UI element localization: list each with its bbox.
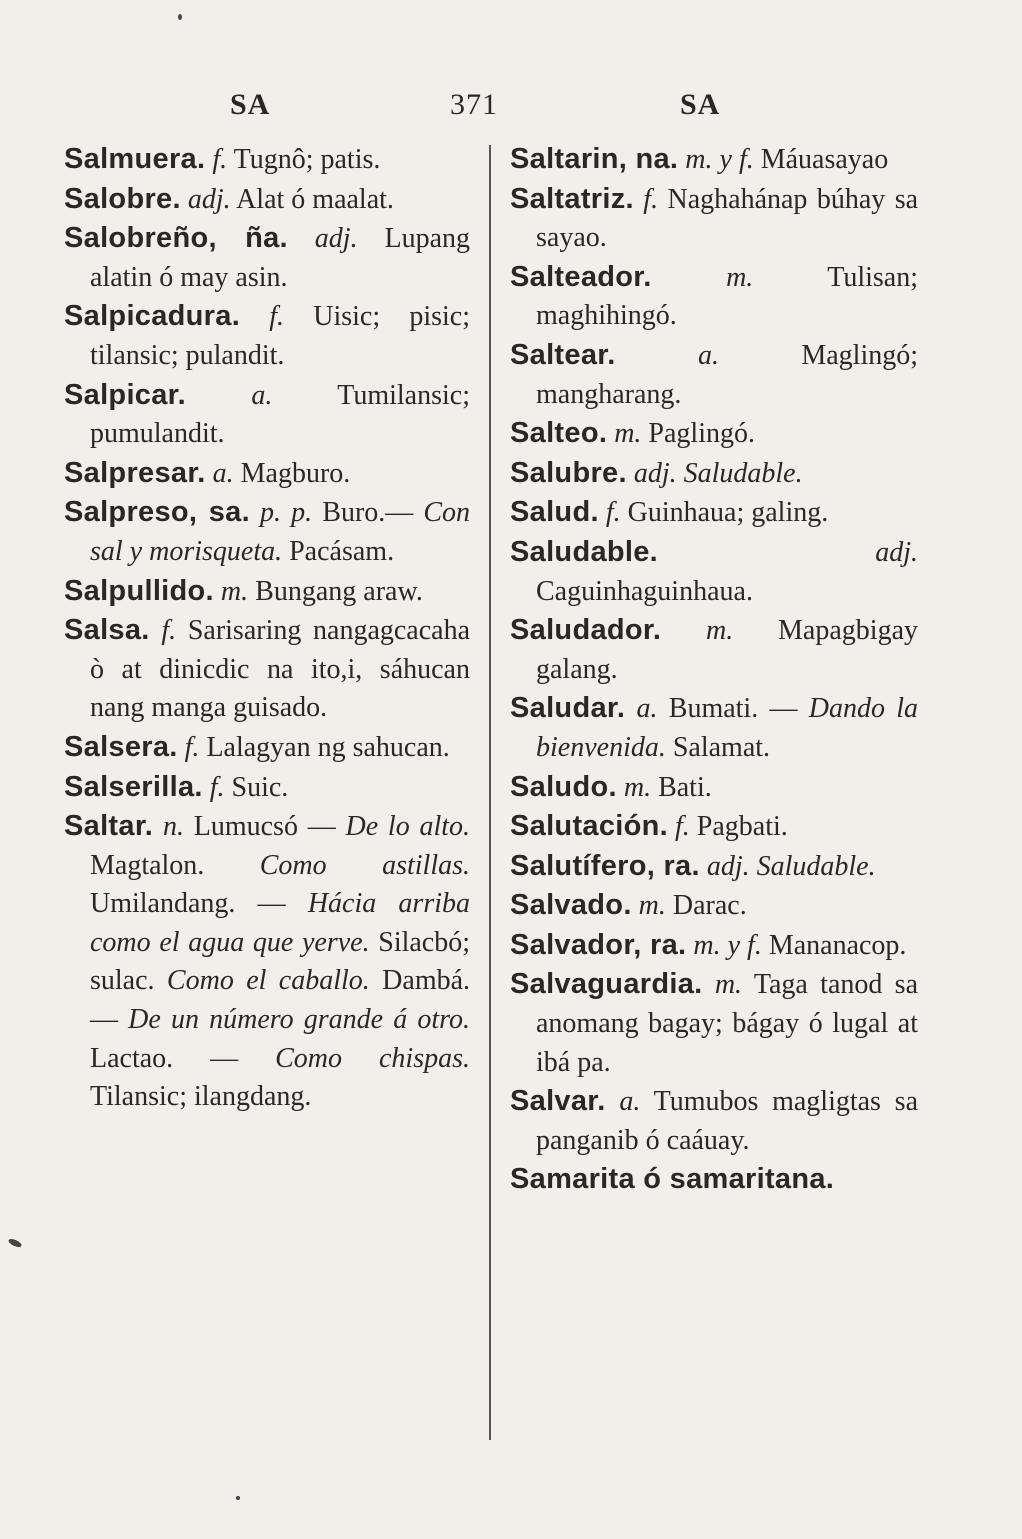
definition: Tumilansic; pumulandit. [90, 379, 470, 450]
left-column [64, 140, 470, 1117]
usage-note: De un número grande á otro. [128, 1004, 471, 1036]
definition: Magburo. [240, 457, 351, 489]
entry [510, 689, 918, 767]
headword: Saltear. [510, 338, 616, 371]
grammar-abbr: a. [636, 693, 658, 725]
headword: Salubre. [510, 456, 627, 489]
grammar-abbr: f. [605, 497, 621, 529]
header-left-guide: SA [230, 88, 271, 121]
headword: Saltatriz. [510, 182, 634, 215]
headword: Salutífero, ra. [510, 849, 700, 882]
grammar-abbr: m. [638, 890, 666, 922]
definition: Salamat. [672, 731, 771, 763]
definition: Alat ó maalat. [236, 183, 394, 215]
column-divider [489, 145, 491, 1440]
definition: Taga tanod sa anomang bagay; bágay ó lugal at ibá pa. [536, 969, 919, 1078]
definition: Dambá. — [90, 965, 471, 1036]
definition: Magtalon. [90, 849, 205, 881]
page-number: 371 [450, 88, 498, 121]
grammar-abbr: f. [269, 301, 285, 333]
grammar-abbr: n. [162, 811, 184, 843]
grammar-abbr: m. y f. [693, 929, 762, 961]
print-speck [7, 1237, 22, 1248]
usage-note: Hácia arriba como el agua que yerve. [90, 888, 471, 958]
entry [64, 219, 470, 297]
headword: Saludador. [510, 614, 662, 647]
definition: Bungang araw. [255, 575, 423, 607]
definition: Sarisaring nangagcacaha ò at dinicdic na ito,i, sáhucan nang manga guisado. [90, 615, 471, 724]
entry [64, 140, 470, 180]
usage-note: Saludable. [683, 457, 803, 489]
headword: Saltarin, na. [510, 143, 679, 175]
headword: Salserilla. [64, 770, 203, 803]
entry [64, 493, 470, 571]
definition: Maglingó; mangharang. [536, 339, 919, 410]
usage-note: Como chispas. [275, 1042, 470, 1074]
entry [510, 965, 918, 1082]
entry [510, 414, 918, 454]
definition: Naghahánap búhay sa sayao. [536, 183, 919, 254]
headword: Saludo. [510, 770, 617, 803]
grammar-abbr: f. [643, 183, 659, 215]
entry [510, 886, 918, 926]
entry [64, 611, 470, 728]
headword: Salobre. [64, 182, 181, 215]
headword: Salpicar. [64, 378, 186, 411]
entry [64, 180, 470, 220]
entry [64, 572, 470, 612]
grammar-abbr: m. [220, 575, 249, 607]
grammar-abbr: a. [619, 1086, 641, 1118]
grammar-abbr: a. [697, 339, 719, 371]
definition: Caguinhaguinhaua. [536, 575, 753, 607]
definition: Pagbati. [696, 811, 788, 843]
headword: Samarita ó samaritana. [510, 1163, 835, 1196]
definition: Paglingó. [648, 418, 755, 450]
grammar-abbr: f. [675, 811, 690, 843]
grammar-abbr: f. [212, 144, 228, 175]
entry [64, 768, 470, 808]
entry [510, 336, 918, 414]
entry [64, 728, 470, 768]
definition: Darac. [672, 890, 747, 922]
headword: Salsa. [64, 614, 150, 647]
page-header [60, 88, 940, 128]
definition: Lalagyan ng sahucan. [206, 731, 450, 763]
definition: Tilansic; ilangdang. [90, 1081, 312, 1113]
headword: Salpicadura. [64, 300, 241, 333]
grammar-abbr: m. y f. [685, 144, 754, 175]
headword: Salteador. [510, 260, 652, 293]
headword: Saltar. [64, 810, 154, 843]
entry [510, 926, 918, 966]
header-right-guide: SA [680, 88, 721, 121]
grammar-abbr: f. [161, 615, 177, 647]
grammar-abbr: adj. [633, 457, 677, 489]
entry [510, 611, 918, 689]
right-column [510, 140, 918, 1200]
usage-note: Saludable. [756, 850, 876, 882]
definition: Pacásam. [289, 535, 395, 567]
definition: Lactao. — [90, 1042, 239, 1074]
definition: Umilandang. — [90, 888, 286, 920]
headword: Salsera. [64, 730, 178, 763]
grammar-abbr: adj. [187, 183, 231, 215]
definition: Tumubos magligtas sa panganib ó caáuay. [536, 1086, 918, 1156]
definition: Bati. [658, 771, 712, 803]
headword: Salvar. [510, 1085, 606, 1118]
definition: Bumati. — [668, 693, 798, 725]
grammar-abbr: f. [184, 731, 200, 763]
definition: Mapagbigay galang. [536, 615, 918, 685]
definition: Mananacop. [768, 929, 907, 961]
entry [510, 847, 918, 887]
headword: Salpullido. [64, 574, 214, 607]
grammar-abbr: f. [209, 771, 225, 803]
definition: Guinhaua; galing. [627, 497, 829, 529]
headword: Salpreso, sa. [64, 496, 250, 529]
definition: Buro.— [322, 497, 414, 529]
entry [510, 180, 918, 258]
definition: Tugnô; patis. [233, 144, 381, 175]
entry [64, 376, 470, 454]
definition: Lupang alatin ó may asin. [90, 223, 470, 293]
definition: Silacbó; sulac. [90, 926, 471, 997]
definition: Lumucsó — [193, 811, 336, 843]
grammar-abbr: adj. [875, 536, 918, 568]
grammar-abbr: m. [726, 261, 754, 293]
print-speck [178, 14, 182, 20]
grammar-abbr: adj. [314, 223, 358, 255]
usage-note: Con sal y morisqueta. [90, 497, 471, 567]
entry [510, 454, 918, 494]
entry [510, 1082, 918, 1160]
usage-note: Como el caballo. [166, 965, 370, 997]
entry [64, 297, 470, 375]
entry [64, 807, 470, 1117]
print-speck [236, 1496, 240, 1500]
headword: Salvado. [510, 889, 632, 922]
grammar-abbr: m. [706, 615, 734, 647]
grammar-abbr: adj. [706, 850, 750, 882]
definition: Uisic; pisic; tilansic; pulandit. [90, 301, 470, 371]
headword: Salteo. [510, 417, 608, 450]
entry [510, 493, 918, 533]
headword: Salud. [510, 496, 599, 529]
entry [510, 1160, 918, 1200]
headword: Salobreño, ña. [64, 222, 288, 255]
grammar-abbr: a. [251, 379, 273, 411]
headword: Salpresar. [64, 456, 206, 489]
grammar-abbr: p. p. [260, 497, 313, 529]
headword: Salvaguardia. [510, 968, 703, 1001]
headword: Salutación. [510, 810, 668, 843]
headword: Salmuera. [64, 143, 206, 175]
grammar-abbr: a. [212, 457, 234, 489]
definition: Suic. [231, 771, 289, 803]
grammar-abbr: m. [623, 771, 652, 803]
definition: Tulisan; maghihingó. [536, 261, 919, 332]
headword: Salvador, ra. [510, 928, 687, 961]
usage-note: De lo alto. [345, 811, 471, 843]
headword: Saludable. [510, 535, 659, 568]
grammar-abbr: m. [714, 969, 743, 1001]
headword: Saludar. [510, 692, 626, 725]
entry [510, 768, 918, 808]
definition: Máuasayao [760, 144, 889, 175]
entry [510, 807, 918, 847]
grammar-abbr: m. [614, 418, 642, 450]
entry [510, 258, 918, 336]
usage-note: Dando la bienvenida. [536, 693, 919, 763]
entry [64, 454, 470, 494]
entry [510, 140, 918, 180]
entry [510, 533, 918, 611]
usage-note: Como astillas. [259, 849, 470, 881]
